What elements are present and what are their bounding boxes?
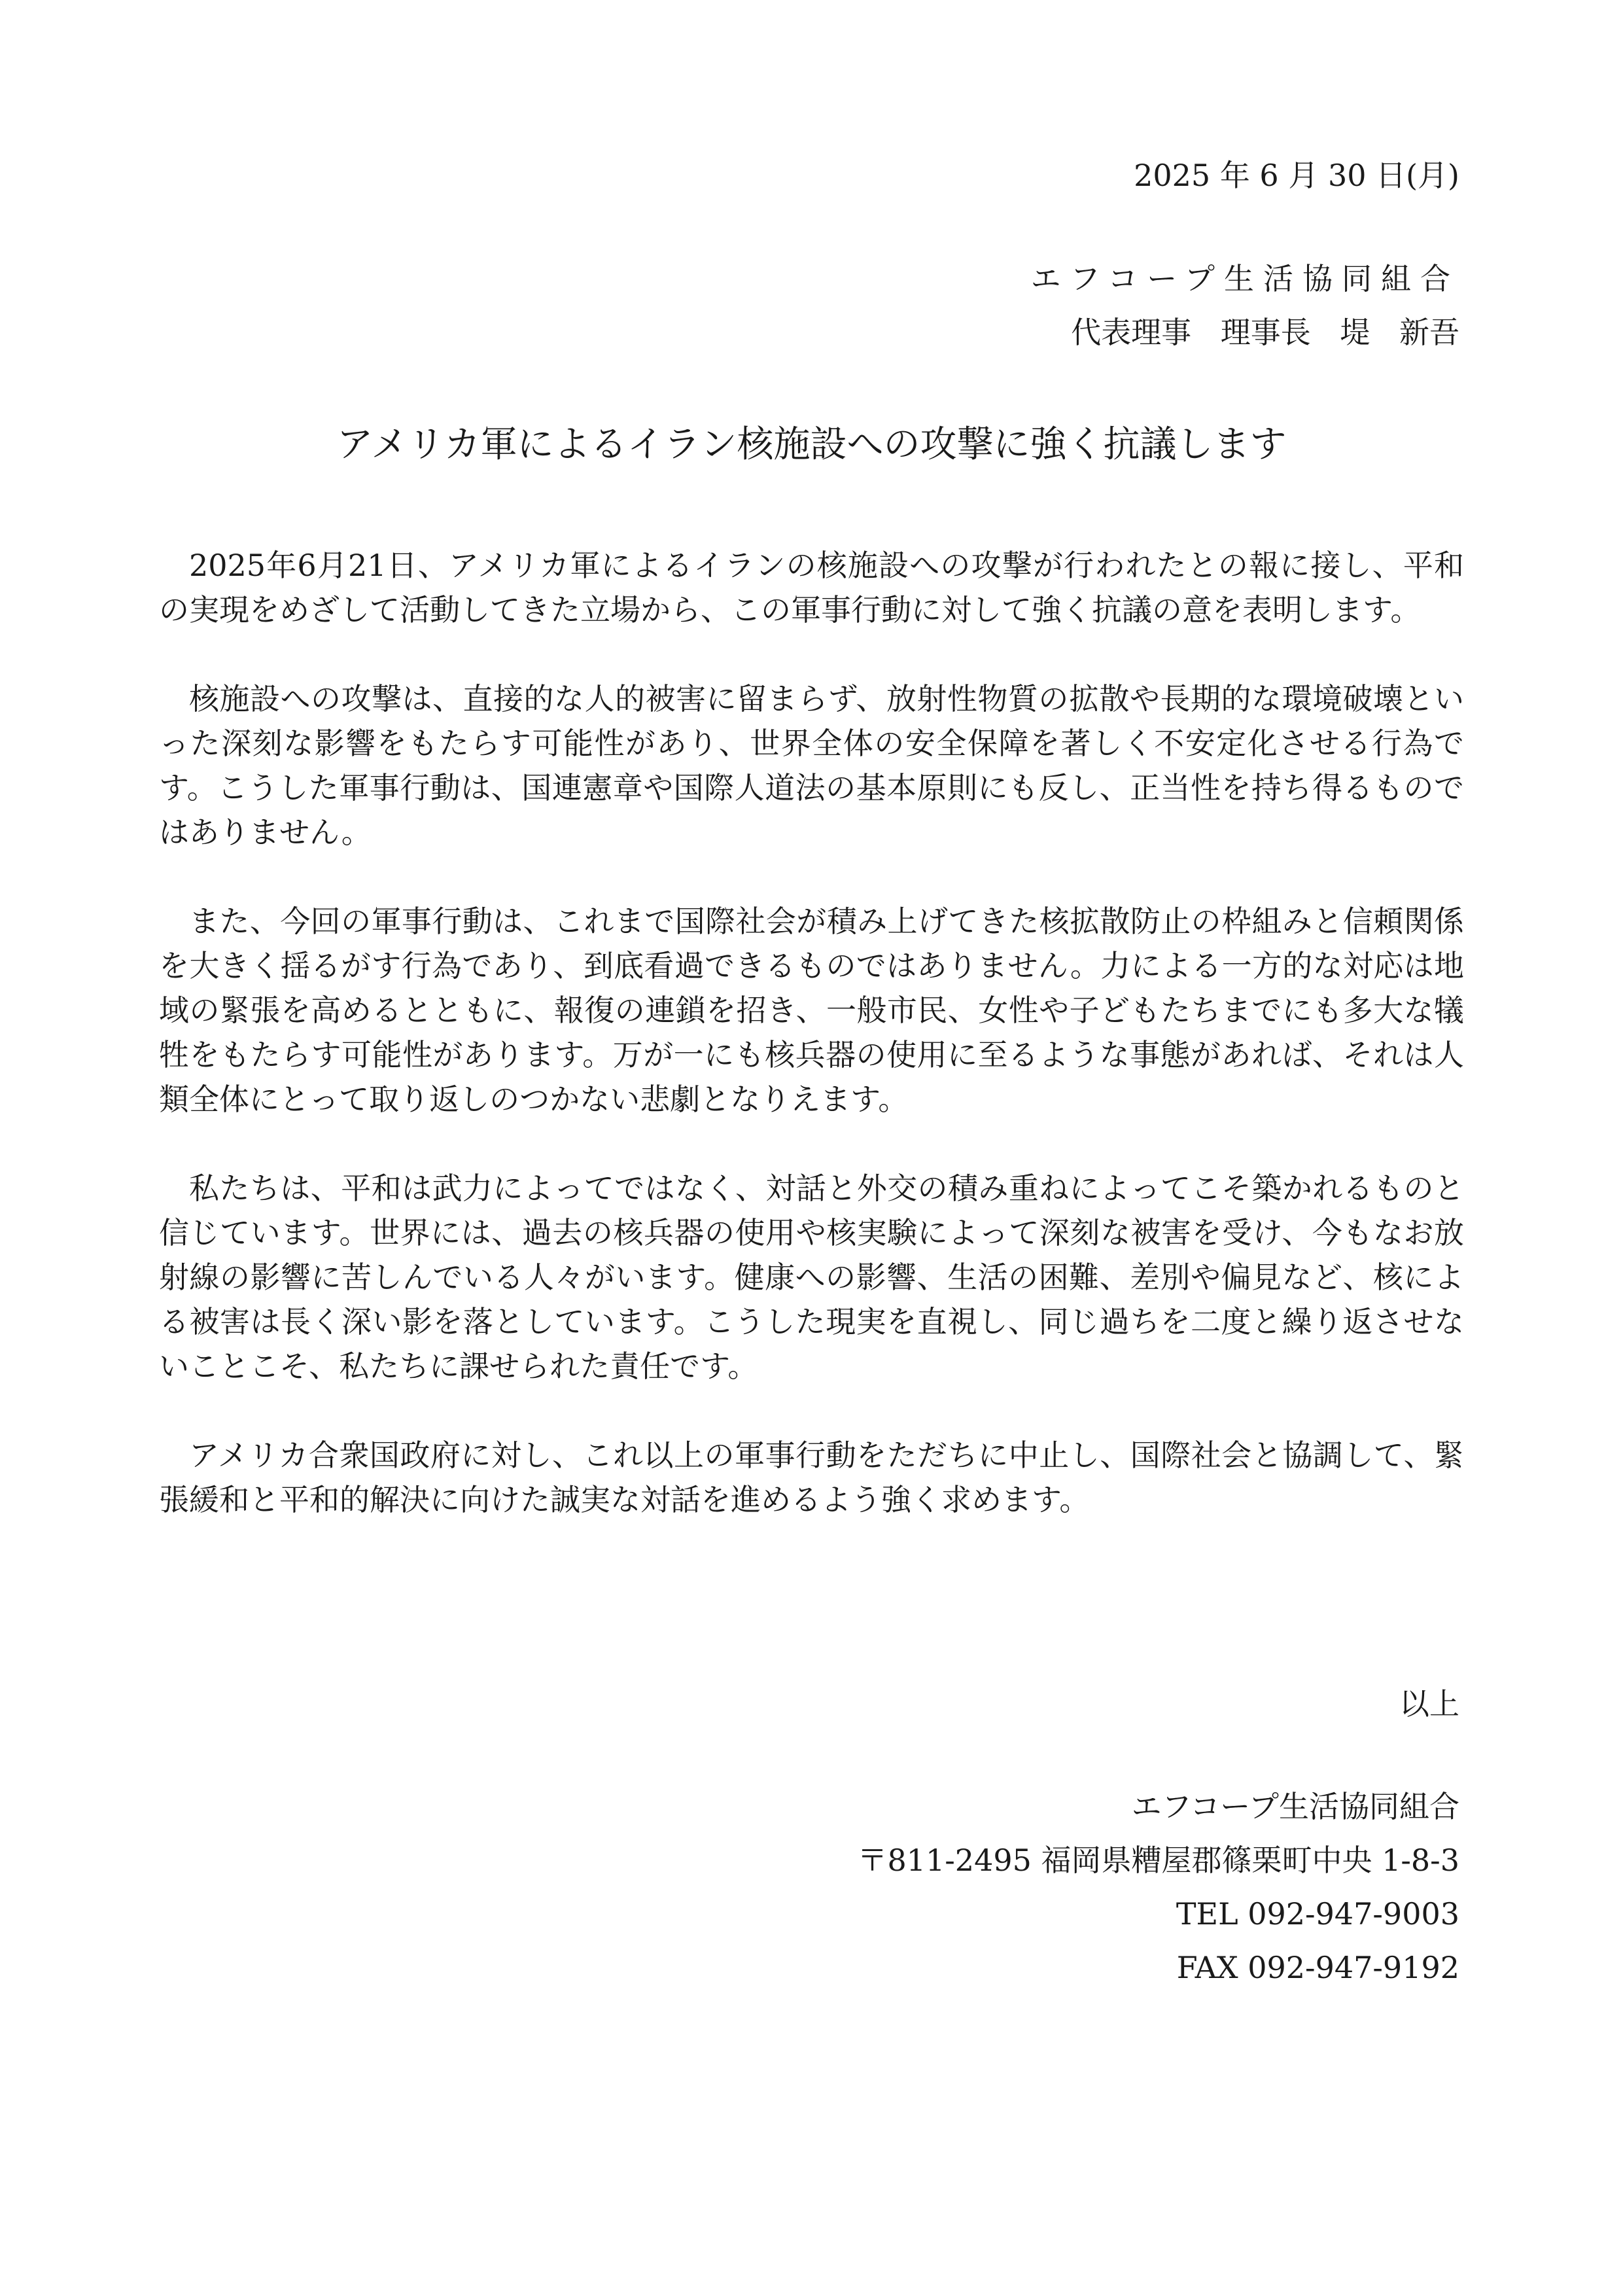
issuer-organization: エフコープ生活協同組合 (1030, 261, 1459, 296)
body-paragraph: 私たちは、平和は武力によってではなく、対話と外交の積み重ねによってこそ築かれるものと信じています。世界には、過去の核兵器の使用や核実験によって深刻な被害を受け、今もなお放射線の影響に苦しんでいる人々がいます。健康への影響、生活の困難、差別や偏見など、核による被害は長く深い影を落としています。こうした現実を直視し、同じ過ちを二度と繰り返させないことこそ、私たちに課せられた責任です。 (159, 1171, 1464, 1384)
issuer-representative: 代表理事 理事長 堤 新吾 (1071, 315, 1459, 350)
body-paragraph: 2025年6月21日、アメリカ軍によるイランの核施設への攻撃が行われたとの報に接し、平和の実現をめざして活動してきた立場から、この軍事行動に対して強く抗議の意を表明します。 (159, 548, 1464, 627)
body-paragraph: アメリカ合衆国政府に対し、これ以上の軍事行動をただちに中止し、国際社会と協調して、緊張緩和と平和的解決に向けた誠実な対話を進めるよう強く求めます。 (159, 1438, 1464, 1517)
body-paragraph: 核施設への攻撃は、直接的な人的被害に留まらず、放射性物質の拡散や長期的な環境破壊といった深刻な影響をもたらす可能性があり、世界全体の安全保障を著しく不安定化させる行為です。こうした軍事行動は、国連憲章や国際人道法の基本原則にも反し、正当性を持ち得るものではありません。 (159, 681, 1465, 850)
document-date: 2025 年 6 月 30 日(月) (1134, 158, 1459, 193)
footer-fax: FAX 092-947-9192 (1176, 1950, 1459, 1985)
issuer-block (1031, 252, 1459, 359)
footer-tel: TEL 092-947-9003 (1176, 1896, 1459, 1932)
footer-organization: エフコープ生活協同組合 (1131, 1789, 1459, 1824)
document-title: アメリカ軍によるイラン核施設への攻撃に強く抗議します (336, 423, 1287, 466)
closing-mark: 以上 (1399, 1686, 1459, 1722)
contact-footer (857, 1780, 1459, 1994)
body-paragraph: また、今回の軍事行動は、これまで国際社会が積み上げてきた核拡散防止の枠組みと信頼関係を大きく揺るがす行為であり、到底看過できるものではありません。力による一方的な対応は地域の緊張を高めるとともに、報復の連鎖を招き、一般市民、女性や子どもたちまでにも多大な犠牲をもたらす可能性があります。万が一にも核兵器の使用に至るような事態があれば、それは人類全体にとって取り返しのつかない悲劇となりえます。 (159, 904, 1464, 1117)
footer-address: 〒811-2495 福岡県糟屋郡篠栗町中央 1-8-3 (857, 1843, 1459, 1878)
document-body (159, 543, 1464, 1566)
